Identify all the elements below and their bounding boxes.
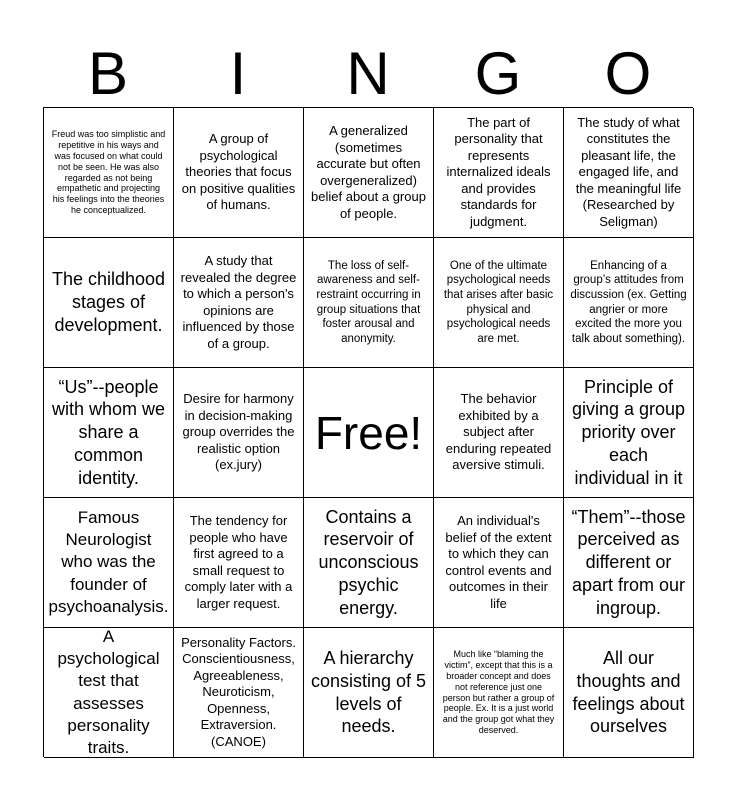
cell-text: A group of psychological theories that focus on positive qualities of humans. <box>181 131 296 213</box>
header-letter-i: I <box>229 40 247 107</box>
bingo-cell-r4c3[interactable] <box>304 498 434 628</box>
bingo-cell-r5c2[interactable] <box>174 628 304 758</box>
cell-text: The part of personality that represents internalized ideals and provides standards for judgment. <box>446 114 551 229</box>
cell-text: “Us”--people with whom we share a common identity. <box>51 376 166 488</box>
bingo-cell-r2c3[interactable] <box>304 238 434 368</box>
cell-text: “Them”--those perceived as different or apart from our ingroup. <box>571 506 686 618</box>
bingo-cell-r1c4[interactable] <box>434 108 564 238</box>
cell-text: A psychological test that assesses personality traits. <box>57 628 160 757</box>
cell-text: Famous Neurologist who was the founder of psychoanalysis. <box>48 508 169 616</box>
bingo-cell-r3c4[interactable] <box>434 368 564 498</box>
cell-text: Principle of giving a group priority over each individual in it <box>571 376 686 488</box>
bingo-cell-r5c4[interactable] <box>434 628 564 758</box>
bingo-cell-r1c1[interactable] <box>44 108 174 238</box>
bingo-cell-r5c3[interactable] <box>304 628 434 758</box>
free-space-label: Free! <box>314 406 423 459</box>
bingo-cell-r1c3[interactable] <box>304 108 434 238</box>
cell-text: The study of what constitutes the pleasant life, the engaged life, and the meaningful life (Researched by Seligman) <box>575 114 682 229</box>
bingo-cell-r2c2[interactable] <box>174 238 304 368</box>
bingo-cell-r4c2[interactable] <box>174 498 304 628</box>
header-letter-g: G <box>474 40 522 107</box>
cell-text: Enhancing of a group’s attitudes from discussion (ex. Getting angrier or more excited the more you talk about something). <box>570 259 687 345</box>
cell-text: One of the ultimate psychological needs that arises after basic physical and psychological needs are met. <box>443 259 554 345</box>
cell-text: The childhood stages of development. <box>51 269 166 335</box>
bingo-card-grid <box>43 107 693 757</box>
cell-text: A hierarchy consisting of 5 levels of needs. <box>310 648 427 737</box>
bingo-cell-r4c1[interactable] <box>44 498 174 628</box>
cell-text: The loss of self-awareness and self-restraint occurring in group situations that foster arousal and anonymity. <box>316 259 421 345</box>
bingo-cell-r4c5[interactable] <box>564 498 694 628</box>
cell-text: The tendency for people who have first agreed to a small request to comply later with a larger request. <box>184 513 293 611</box>
cell-text: A study that revealed the degree to which a person's opinions are influenced by those of a group. <box>180 253 297 351</box>
bingo-cell-r5c5[interactable] <box>564 628 694 758</box>
bingo-cell-r1c5[interactable] <box>564 108 694 238</box>
bingo-cell-r1c2[interactable] <box>174 108 304 238</box>
bingo-cell-r2c4[interactable] <box>434 238 564 368</box>
bingo-cell-r3c2[interactable] <box>174 368 304 498</box>
header-letter-o: O <box>604 40 652 107</box>
cell-text: Freud was too simplistic and repetitive in his ways and was focused on what could not be seen. He was also regarded as not being empathetic and projecting his feelings into the theories he conceptualized. <box>51 129 166 215</box>
bingo-cell-r5c1[interactable] <box>44 628 174 758</box>
bingo-cell-r2c1[interactable] <box>44 238 174 368</box>
bingo-header <box>43 40 693 108</box>
cell-text: All our thoughts and feelings about ourselves <box>572 648 685 737</box>
cell-text: Personality Factors. Conscientiousness, Agreeableness, Neuroticism, Openness, Extraversion. (CANOE) <box>181 634 296 749</box>
header-letter-n: N <box>346 40 390 107</box>
bingo-cell-r4c4[interactable] <box>434 498 564 628</box>
bingo-cell-r3c3-free[interactable] <box>304 368 434 498</box>
header-letter-b: B <box>87 40 129 107</box>
cell-text: Desire for harmony in decision-making group overrides the realistic option (ex.jury) <box>182 391 295 473</box>
bingo-cell-r3c1[interactable] <box>44 368 174 498</box>
cell-text: Much like “blaming the victim”, except that this is a broader concept and does not reference just one person but rather a group of people. Ex. It is a just world and the group got what they deserved. <box>442 649 555 735</box>
cell-text: A generalized (sometimes accurate but often overgeneralized) belief about a group of people. <box>311 123 426 221</box>
cell-text: An individual's belief of the extent to which they can control events and outcomes in their life <box>445 513 552 611</box>
bingo-cell-r2c5[interactable] <box>564 238 694 368</box>
bingo-cell-r3c5[interactable] <box>564 368 694 498</box>
cell-text: Contains a reservoir of unconscious psychic energy. <box>318 506 419 618</box>
cell-text: The behavior exhibited by a subject after enduring repeated aversive stimuli. <box>445 391 552 473</box>
